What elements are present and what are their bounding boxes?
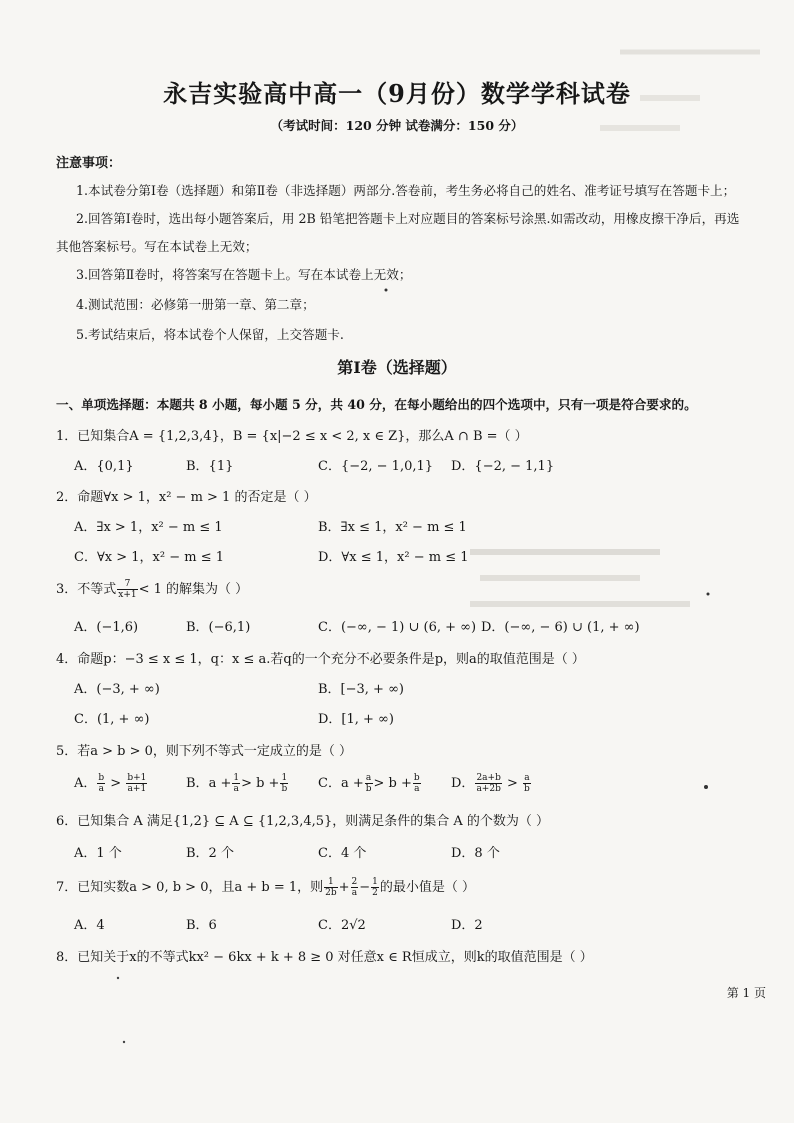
- fraction-denominator: a: [98, 784, 104, 794]
- part-heading: 一、单项选择题：本题共 8 小题，每小题 5 分，共 40 分，在每小题给出的四个选项中，只有一项是符合要求的。: [56, 397, 697, 412]
- question-7-option-c: C．2√2: [318, 918, 366, 933]
- question-2-option-d: D．∀x ≤ 1，x² − m ≤ 1: [318, 550, 469, 565]
- question-3-option-b: B．(−6,1): [186, 620, 251, 635]
- question-1-stem: 1．已知集合A = {1,2,3,4}，B = {x|−2 ≤ x < 2, x ∈ Z}，那么A ∩ B =（ ）: [56, 429, 528, 444]
- option-label: A．: [74, 776, 97, 791]
- notice-line-3: 3.回答第Ⅱ卷时，将答案写在答题卡上。写在本试卷上无效；: [76, 267, 412, 282]
- relation: >: [506, 776, 518, 791]
- fraction-numerator: a: [524, 773, 530, 783]
- question-6-option-b: B．2 个: [186, 846, 234, 861]
- expression: > b +: [373, 776, 412, 791]
- operator: −: [359, 880, 371, 895]
- page-number: 第 1 页: [726, 986, 766, 1000]
- question-4-option-d: D．[1, + ∞): [318, 712, 394, 727]
- question-4-option-a: A．(−3, + ∞): [74, 682, 160, 697]
- operator: +: [338, 880, 350, 895]
- question-7-option-d: D．2: [451, 918, 483, 933]
- question-6-option-a: A．1 个: [74, 846, 122, 861]
- fraction-denominator: b: [281, 784, 288, 794]
- question-2-stem: 2．命题∀x > 1，x² − m > 1 的否定是（ ）: [56, 490, 317, 505]
- question-3-stem-post: < 1 的解集为（ ）: [138, 582, 249, 597]
- question-2-option-a: A．∃x > 1，x² − m ≤ 1: [74, 520, 223, 535]
- exam-title: 永吉实验高中高一（9月份）数学学科试卷: [163, 79, 631, 108]
- fraction-denominator: a: [414, 784, 420, 794]
- fraction-denominator: 2: [372, 888, 378, 898]
- speck: [385, 289, 388, 292]
- stem-text: 的最小值是（ ）: [379, 880, 476, 895]
- speck: [707, 593, 710, 596]
- speck: [123, 1041, 125, 1043]
- question-1-option-c: C．{−2, − 1,0,1}: [318, 459, 434, 474]
- fraction-numerator: b: [98, 773, 105, 783]
- question-6-option-c: C．4 个: [318, 846, 367, 861]
- notice-line-5: 5.考试结束后，将本试卷个人保留，上交答题卡.: [76, 327, 344, 342]
- fraction-denominator: a: [233, 784, 239, 794]
- fraction-numerator: 2: [351, 877, 358, 887]
- question-1-option-d: D．{−2, − 1,1}: [451, 459, 555, 474]
- fraction-numerator: a: [365, 773, 372, 783]
- question-4-option-c: C．(1, + ∞): [74, 712, 150, 727]
- question-7-option-b: B．6: [186, 918, 217, 933]
- question-4-stem: 4．命题p：−3 ≤ x ≤ 1，q：x ≤ a.若q的一个充分不必要条件是p，则a的取值范围是（ ）: [56, 652, 585, 667]
- question-2-option-c: C．∀x > 1，x² − m ≤ 1: [74, 550, 225, 565]
- option-label: C．: [318, 776, 341, 791]
- option-label: B．: [186, 776, 209, 791]
- question-6-stem: 6．已知集合 A 满足{1,2} ⊆ A ⊆ {1,2,3,4,5}，则满足条件的集合 A 的个数为（ ）: [56, 814, 550, 829]
- question-4-option-b: B．[−3, + ∞): [318, 682, 404, 697]
- section-title: 第Ⅰ卷（选择题）: [337, 358, 457, 377]
- question-3-option-a: A．(−1,6): [74, 620, 139, 635]
- question-3-option-c: C．(−∞, − 1) ∪ (6, + ∞): [318, 620, 477, 635]
- notice-heading: 注意事项：: [56, 156, 122, 171]
- fraction-numerator: b: [413, 773, 420, 783]
- question-7-option-a: A．4: [74, 918, 105, 933]
- fraction-numerator: 1: [281, 773, 288, 783]
- fraction-denominator: a: [351, 888, 358, 898]
- fraction-denominator: a+1: [127, 784, 147, 794]
- fraction-denominator: 2b: [325, 888, 337, 898]
- expression: a +: [340, 776, 364, 791]
- expression: a +: [208, 776, 232, 791]
- fraction-numerator: 7: [117, 579, 137, 590]
- notice-line-1: 1.本试卷分第Ⅰ卷（选择题）和第Ⅱ卷（非选择题）两部分.答卷前，考生务必将自己的姓名、准考证号填写在答题卡上；: [76, 183, 736, 198]
- question-5-stem: 5．若a > b > 0，则下列不等式一定成立的是（ ）: [56, 744, 353, 759]
- question-1-option-b: B．{1}: [186, 459, 234, 474]
- notice-line-4: 4.测试范围：必修第一册第一章、第二章；: [76, 297, 315, 312]
- fraction-denominator: b: [365, 784, 372, 794]
- question-3-stem-pre: 3．不等式: [56, 582, 117, 597]
- question-8-stem: 8．已知关于x的不等式kx² − 6kx + k + 8 ≥ 0 对任意x ∈ R恒成立，则k的取值范围是（ ）: [56, 950, 593, 965]
- fraction-numerator: 2a+b: [476, 773, 501, 783]
- fraction-denominator: a+2b: [476, 784, 501, 794]
- exam-subtitle: （考试时间：120 分钟 试卷满分：150 分）: [270, 118, 524, 133]
- relation: >: [110, 776, 122, 791]
- fraction-numerator: 1: [372, 877, 378, 887]
- question-3-option-d: D．(−∞, − 6) ∪ (1, + ∞): [481, 620, 640, 635]
- fraction-numerator: 1: [324, 877, 338, 888]
- expression: > b +: [241, 776, 280, 791]
- stem-text: 7．已知实数a > 0, b > 0，且a + b = 1，则: [56, 880, 324, 895]
- speck: [117, 977, 119, 979]
- question-6-option-d: D．8 个: [451, 846, 500, 861]
- question-1-option-a: A．{0,1}: [74, 459, 134, 474]
- fraction-denominator: b: [524, 784, 530, 794]
- fraction-numerator: 1: [233, 773, 240, 783]
- question-2-option-b: B．∃x ≤ 1，x² − m ≤ 1: [318, 520, 467, 535]
- fraction-numerator: b+1: [127, 773, 147, 783]
- notice-line-2-cont: 其他答案标号。写在本试卷上无效；: [56, 239, 258, 254]
- option-label: D．: [451, 776, 475, 791]
- speck: [704, 785, 708, 789]
- notice-line-2: 2.回答第Ⅰ卷时，选出每小题答案后，用 2B 铅笔把答题卡上对应题目的答案标号涂黑.如需改动，用橡皮擦干净后，再选: [76, 211, 740, 226]
- fraction-denominator: x+1: [118, 590, 137, 600]
